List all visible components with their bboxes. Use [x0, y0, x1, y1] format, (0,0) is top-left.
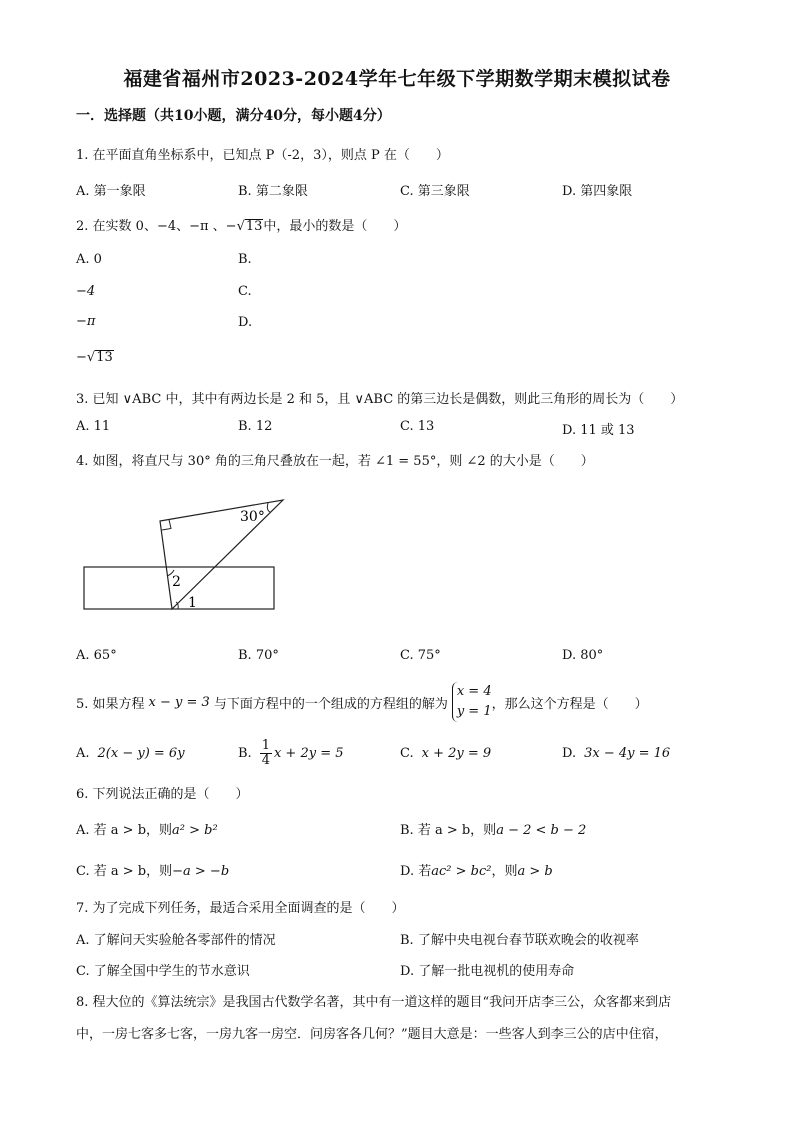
q5-stem-part-a: 5. 如果方程 [76, 696, 145, 712]
ruler-triangle-figure [80, 490, 290, 620]
sqrt-symbol: √ [236, 219, 245, 234]
q2-value-negpi: −π [76, 314, 96, 329]
q6-option-b [400, 819, 586, 838]
q5-option-d-label: D. [562, 745, 577, 761]
q2-option-b: B. [238, 252, 252, 267]
section-heading: 一．选择题（共10小题，满分40分，每小题4分） [76, 108, 391, 124]
label-angle-1: 1 [188, 595, 197, 611]
q6-option-b-text: B. 若 a > b，则 [400, 823, 497, 838]
q2-value-neg4: −4 [76, 284, 96, 299]
q3-option-c: C. 13 [400, 419, 435, 434]
label-angle-2: 2 [172, 574, 181, 590]
question-6-stem: 6. 下列说法正确的是（ ） [76, 787, 249, 802]
q2-option-c: C. [238, 284, 252, 299]
q6-option-d-text-2: ，则 [491, 864, 518, 879]
q4-option-b: B. 70° [238, 648, 279, 663]
q6-option-d-expr: ac² > bc² [431, 864, 492, 879]
q6-option-c [76, 860, 229, 879]
fraction-one-quarter [260, 739, 272, 768]
q5-option-a-label: A. [76, 745, 90, 761]
q5-option-b-equation: x + 2y = 5 [273, 745, 344, 761]
q5-system-line-2: y = 1 [456, 704, 492, 719]
q5-option-b-label: B. [238, 745, 252, 761]
q2-option-d: D. [238, 315, 253, 330]
question-1-stem: 1. 在平面直角坐标系中，已知点 P（-2，3），则点 P 在（ ） [76, 148, 449, 163]
q2-value-neg-sqrt13 [76, 350, 114, 365]
q5-equation: x − y = 3 [148, 694, 210, 710]
q6-option-a-expr: a² > b² [172, 823, 218, 838]
q1-option-d: D. 第四象限 [562, 184, 633, 199]
q5-option-a-equation: 2(x − y) = 6y [97, 745, 185, 761]
q2-stem-part-b: 中，最小的数是（ ） [263, 219, 407, 234]
q5-option-c-equation: x + 2y = 9 [421, 745, 492, 761]
fraction-denominator: 4 [261, 752, 270, 768]
q7-option-d: D. 了解一批电视机的使用寿命 [400, 964, 575, 979]
q6-option-c-text: C. 若 a > b，则 [76, 864, 173, 879]
q1-option-b: B. 第二象限 [238, 184, 308, 199]
q6-option-b-expr: a − 2 < b − 2 [496, 823, 587, 838]
q2-stem-part-a: 2. 在实数 0、−4、−π 、− [76, 219, 237, 234]
q2-option-a: A. 0 [76, 252, 102, 267]
sqrt-symbol: √ [86, 350, 96, 365]
question-7-stem: 7. 为了完成下列任务，最适合采用全面调查的是（ ） [76, 901, 405, 916]
q1-option-a: A. 第一象限 [76, 184, 146, 199]
q3-option-a: A. 11 [76, 419, 111, 434]
question-5-stem [76, 680, 648, 724]
q2-radicand: 13 [96, 350, 113, 365]
question-8-line-1: 8. 程大位的《算法统宗》是我国古代数学名著，其中有一道这样的题目“我问开店李三公，众客都来到店 [76, 995, 672, 1010]
q5-option-c [400, 735, 491, 771]
q6-option-d-expr-2: a > b [517, 864, 553, 879]
q3-option-b: B. 12 [238, 419, 273, 434]
question-4-stem: 4. 如图，将直尺与 30° 角的三角尺叠放在一起，若 ∠1 = 55°，则 ∠2 的大小是（ ） [76, 454, 594, 469]
q7-option-c: C. 了解全国中学生的节水意识 [76, 964, 250, 979]
q6-option-d-text: D. 若 [400, 864, 432, 879]
question-3-stem: 3. 已知 ∨ABC 中，其中有两边长是 2 和 5，且 ∨ABC 的第三边长是偶数，则此三角形的周长为（ ） [76, 392, 684, 407]
q7-option-b: B. 了解中央电视台春节联欢晚会的收视率 [400, 933, 639, 948]
angle-arc-30 [267, 503, 270, 512]
q2-stem-radicand: 13 [245, 219, 263, 234]
q3-option-d: D. 11 或 13 [562, 423, 635, 438]
q2-minus: − [76, 350, 87, 365]
question-2-stem [76, 215, 406, 234]
q4-option-a: A. 65° [76, 648, 117, 663]
fraction-numerator: 1 [261, 737, 270, 753]
q5-option-c-label: C. [400, 745, 414, 761]
page-title: 福建省福州市2023-2024学年七年级下学期数学期末模拟试卷 [123, 68, 671, 90]
q5-option-d [562, 735, 670, 771]
q4-option-d: D. 80° [562, 648, 604, 663]
q5-equation-system [452, 682, 492, 722]
q5-stem-part-c: ，那么这个方程是（ ） [491, 696, 648, 712]
q6-option-c-expr: −a > −b [172, 864, 230, 879]
q5-option-b [238, 735, 344, 771]
right-angle-mark [162, 520, 171, 531]
q5-stem-part-b: 与下面方程中的一个组成的方程组的解为 [213, 696, 448, 712]
q4-option-c: C. 75° [400, 648, 441, 663]
q1-option-c: C. 第三象限 [400, 184, 470, 199]
q5-system-line-1: x = 4 [456, 684, 492, 699]
label-30-degrees: 30° [240, 509, 265, 525]
question-8-line-2: 中，一房七客多七客，一房九客一房空．问房客各几何？”题目大意是：一些客人到李三公的店中住宿， [76, 1027, 668, 1042]
q7-option-a: A. 了解问天实验舱各零部件的情况 [76, 933, 276, 948]
q5-option-d-equation: 3x − 4y = 16 [584, 745, 671, 761]
q6-option-d [400, 860, 553, 879]
q6-option-a [76, 819, 218, 838]
q5-option-a [76, 735, 185, 771]
q6-option-a-text: A. 若 a > b，则 [76, 823, 173, 838]
